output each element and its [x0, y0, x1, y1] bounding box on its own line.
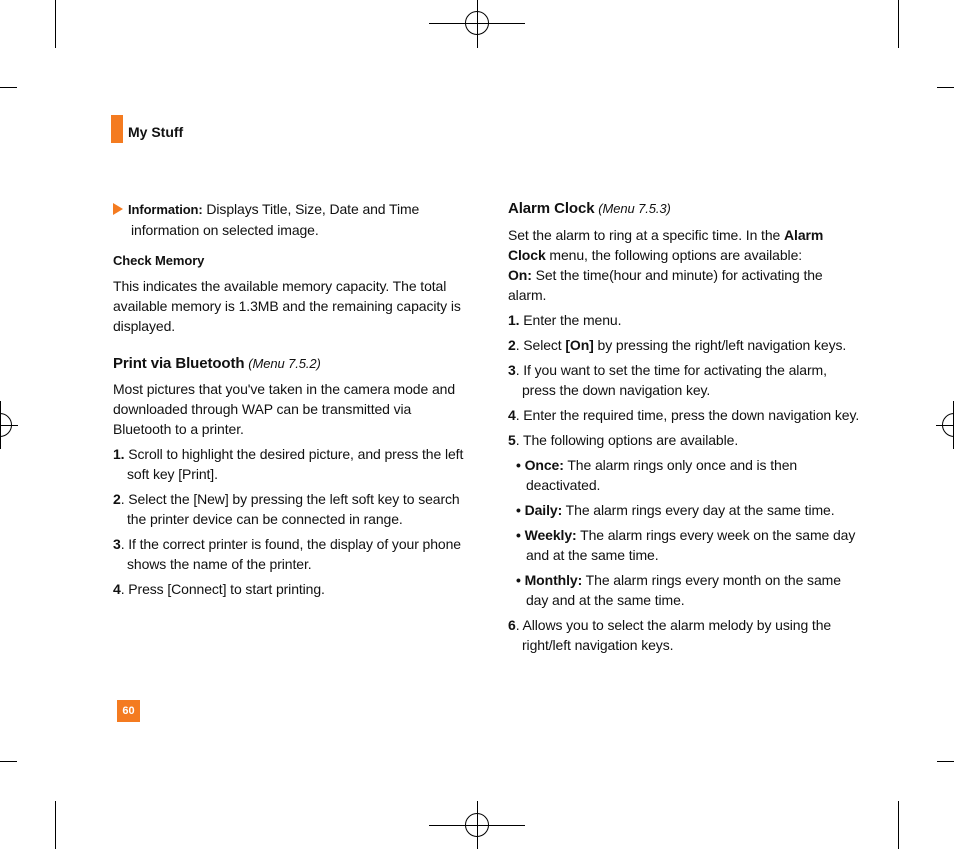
print-step-4: 4. Press [Connect] to start printing.	[113, 581, 325, 597]
page-number: 60	[117, 700, 140, 722]
alarm-step-5: 5. The following options are available.	[508, 432, 739, 448]
crop-mark	[0, 761, 17, 762]
crop-mark	[55, 0, 56, 48]
registration-line	[477, 801, 478, 849]
alarm-step-6: 6. Allows you to select the alarm melody by using the right/left navigation keys.	[508, 617, 832, 653]
option-once: • Once: The alarm rings only once and is then deactivated.	[516, 457, 798, 493]
print-heading: Print via Bluetooth (Menu 7.5.2)	[113, 355, 321, 372]
print-step-1: 1. Scroll to highlight the desired picture, and press the left soft key [Print].	[113, 446, 464, 482]
information-item: Information: Displays Title, Size, Date and Time information on selected image.	[113, 199, 465, 240]
check-memory-heading: Check Memory	[113, 253, 205, 268]
registration-line	[0, 425, 18, 426]
check-memory-body: This indicates the available memory capacity. The total available memory is 1.3MB and the remaining capacity is displayed.	[113, 278, 461, 334]
section-title: My Stuff	[128, 124, 184, 140]
triangle-bullet-icon	[113, 203, 123, 215]
alarm-step-1: 1. Enter the menu.	[508, 312, 622, 328]
option-monthly: • Monthly: The alarm rings every month on the same day and at the same time.	[516, 572, 841, 608]
crop-mark	[898, 0, 899, 48]
registration-line	[477, 0, 478, 48]
section-color-bar	[111, 115, 123, 143]
alarm-on-desc: On: Set the time(hour and minute) for activating the alarm.	[508, 267, 823, 303]
alarm-step-4: 4. Enter the required time, press the down navigation key.	[508, 407, 860, 423]
registration-line	[936, 425, 954, 426]
crop-mark	[0, 87, 17, 88]
crop-mark	[937, 761, 954, 762]
print-step-3: 3. If the correct printer is found, the display of your phone shows the name of the printer.	[113, 536, 461, 572]
right-column	[508, 198, 860, 655]
alarm-heading: Alarm Clock (Menu 7.5.3)	[508, 200, 671, 217]
alarm-step-2: 2. Select [On] by pressing the right/left navigation keys.	[508, 337, 847, 353]
left-column	[113, 199, 465, 599]
crop-mark	[937, 87, 954, 88]
alarm-intro: Set the alarm to ring at a specific time. In the Alarm Clock menu, the following options are available:	[508, 227, 824, 263]
crop-mark	[55, 801, 56, 849]
print-step-2: 2. Select the [New] by pressing the left soft key to search the printer device can be connected in range.	[113, 491, 460, 527]
print-intro: Most pictures that you've taken in the camera mode and downloaded through WAP can be transmitted via Bluetooth to a printer.	[113, 381, 456, 437]
registration-line	[0, 401, 1, 449]
crop-mark	[898, 801, 899, 849]
option-weekly: • Weekly: The alarm rings every week on the same day and at the same time.	[516, 527, 856, 563]
alarm-step-3: 3. If you want to set the time for activating the alarm, press the down navigation key.	[508, 362, 827, 398]
option-daily: • Daily: The alarm rings every day at the same time.	[516, 502, 835, 518]
